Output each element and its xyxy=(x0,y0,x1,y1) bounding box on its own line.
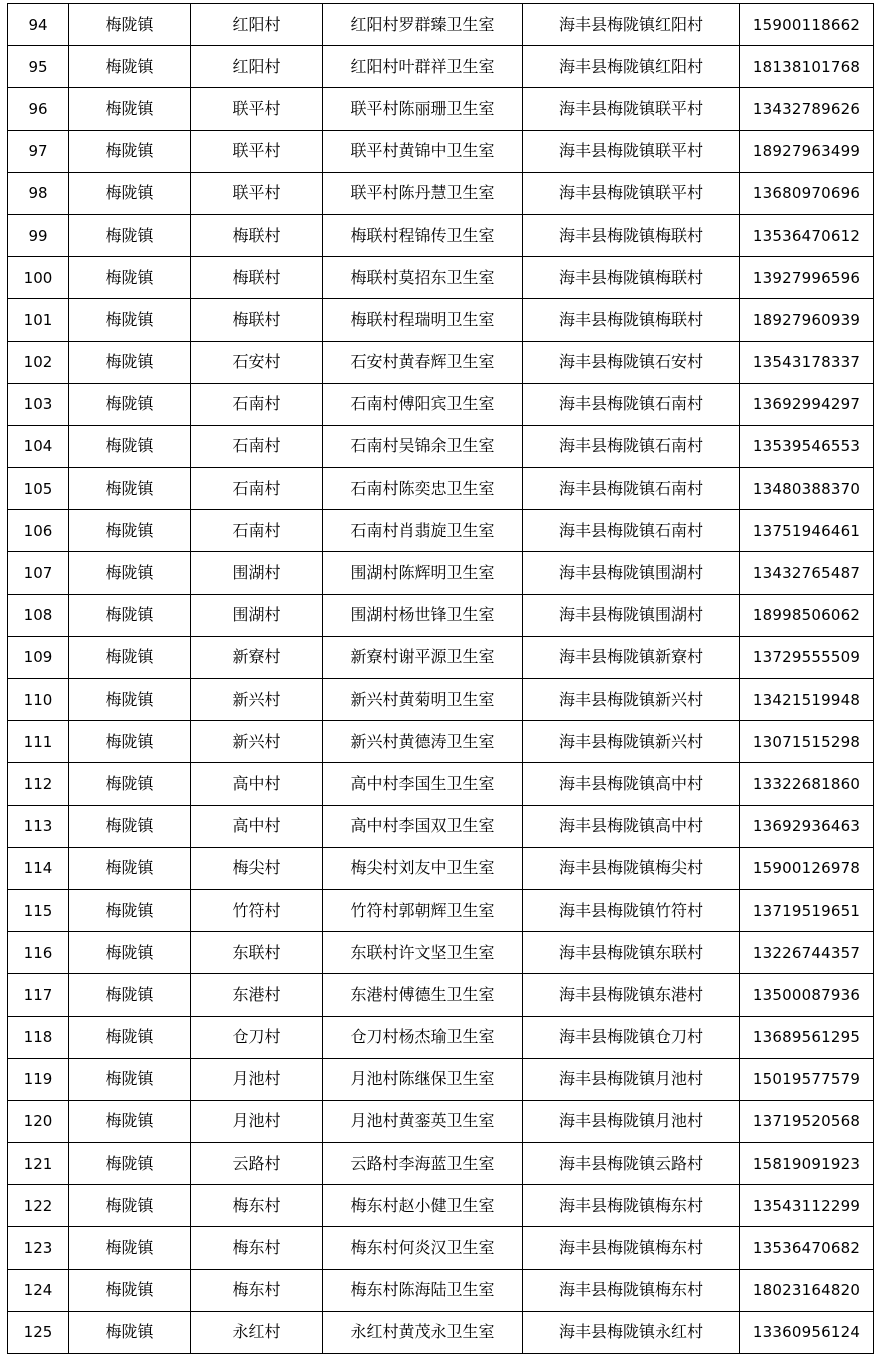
clinic-name-cell: 石南村肖翡旋卫生室 xyxy=(323,510,523,552)
table-row xyxy=(8,1311,874,1353)
clinic-name-cell: 月池村陈继保卫生室 xyxy=(323,1058,523,1100)
table-row xyxy=(8,341,874,383)
row-number-cell: 104 xyxy=(8,425,69,467)
table-row xyxy=(8,299,874,341)
row-number-cell: 124 xyxy=(8,1269,69,1311)
address-cell: 海丰县梅陇镇新兴村 xyxy=(523,679,740,721)
table-row xyxy=(8,847,874,889)
row-number-cell: 114 xyxy=(8,847,69,889)
clinic-name-cell: 联平村黄锦中卫生室 xyxy=(323,130,523,172)
address-cell: 海丰县梅陇镇东港村 xyxy=(523,974,740,1016)
clinic-name-cell: 仓刀村杨杰瑜卫生室 xyxy=(323,1016,523,1058)
village-cell: 仓刀村 xyxy=(191,1016,323,1058)
phone-cell: 15900126978 xyxy=(740,847,874,889)
row-number-cell: 96 xyxy=(8,88,69,130)
address-cell: 海丰县梅陇镇竹符村 xyxy=(523,889,740,931)
town-cell: 梅陇镇 xyxy=(69,594,191,636)
row-number-cell: 105 xyxy=(8,468,69,510)
table-row xyxy=(8,932,874,974)
village-cell: 石安村 xyxy=(191,341,323,383)
clinic-name-cell: 梅东村赵小健卫生室 xyxy=(323,1185,523,1227)
table-row xyxy=(8,679,874,721)
address-cell: 海丰县梅陇镇梅东村 xyxy=(523,1185,740,1227)
address-cell: 海丰县梅陇镇永红村 xyxy=(523,1311,740,1353)
table-row xyxy=(8,721,874,763)
row-number-cell: 107 xyxy=(8,552,69,594)
village-cell: 围湖村 xyxy=(191,594,323,636)
clinic-name-cell: 梅东村何炎汉卫生室 xyxy=(323,1227,523,1269)
clinic-name-cell: 石南村傅阳宾卫生室 xyxy=(323,383,523,425)
phone-cell: 15019577579 xyxy=(740,1058,874,1100)
phone-cell: 15819091923 xyxy=(740,1143,874,1185)
town-cell: 梅陇镇 xyxy=(69,636,191,678)
town-cell: 梅陇镇 xyxy=(69,552,191,594)
phone-cell: 15900118662 xyxy=(740,4,874,46)
phone-cell: 13432789626 xyxy=(740,88,874,130)
village-cell: 高中村 xyxy=(191,763,323,805)
phone-cell: 13071515298 xyxy=(740,721,874,763)
address-cell: 海丰县梅陇镇联平村 xyxy=(523,130,740,172)
village-cell: 石南村 xyxy=(191,468,323,510)
town-cell: 梅陇镇 xyxy=(69,425,191,467)
town-cell: 梅陇镇 xyxy=(69,214,191,256)
table-row xyxy=(8,425,874,467)
town-cell: 梅陇镇 xyxy=(69,679,191,721)
phone-cell: 13543178337 xyxy=(740,341,874,383)
table-row xyxy=(8,1185,874,1227)
phone-cell: 13421519948 xyxy=(740,679,874,721)
phone-cell: 13226744357 xyxy=(740,932,874,974)
clinic-name-cell: 月池村黄銮英卫生室 xyxy=(323,1100,523,1142)
town-cell: 梅陇镇 xyxy=(69,4,191,46)
town-cell: 梅陇镇 xyxy=(69,1016,191,1058)
row-number-cell: 115 xyxy=(8,889,69,931)
village-cell: 新兴村 xyxy=(191,721,323,763)
address-cell: 海丰县梅陇镇梅联村 xyxy=(523,257,740,299)
row-number-cell: 97 xyxy=(8,130,69,172)
phone-cell: 13543112299 xyxy=(740,1185,874,1227)
address-cell: 海丰县梅陇镇新寮村 xyxy=(523,636,740,678)
village-cell: 新寮村 xyxy=(191,636,323,678)
phone-cell: 13689561295 xyxy=(740,1016,874,1058)
village-cell: 永红村 xyxy=(191,1311,323,1353)
town-cell: 梅陇镇 xyxy=(69,1311,191,1353)
address-cell: 海丰县梅陇镇联平村 xyxy=(523,172,740,214)
phone-cell: 18998506062 xyxy=(740,594,874,636)
row-number-cell: 116 xyxy=(8,932,69,974)
table-row xyxy=(8,889,874,931)
table-row xyxy=(8,46,874,88)
row-number-cell: 117 xyxy=(8,974,69,1016)
village-cell: 新兴村 xyxy=(191,679,323,721)
row-number-cell: 95 xyxy=(8,46,69,88)
table-row xyxy=(8,257,874,299)
table-row xyxy=(8,172,874,214)
phone-cell: 13692936463 xyxy=(740,805,874,847)
clinic-name-cell: 梅联村莫招东卫生室 xyxy=(323,257,523,299)
clinic-name-cell: 红阳村叶群祥卫生室 xyxy=(323,46,523,88)
village-cell: 梅东村 xyxy=(191,1185,323,1227)
clinic-name-cell: 竹符村郭朝辉卫生室 xyxy=(323,889,523,931)
phone-cell: 13692994297 xyxy=(740,383,874,425)
row-number-cell: 112 xyxy=(8,763,69,805)
row-number-cell: 103 xyxy=(8,383,69,425)
address-cell: 海丰县梅陇镇梅联村 xyxy=(523,214,740,256)
village-cell: 石南村 xyxy=(191,510,323,552)
clinic-table xyxy=(7,3,874,1354)
clinic-name-cell: 联平村陈丹慧卫生室 xyxy=(323,172,523,214)
clinic-name-cell: 东港村傅德生卫生室 xyxy=(323,974,523,1016)
town-cell: 梅陇镇 xyxy=(69,974,191,1016)
village-cell: 石南村 xyxy=(191,425,323,467)
town-cell: 梅陇镇 xyxy=(69,88,191,130)
clinic-name-cell: 围湖村陈辉明卫生室 xyxy=(323,552,523,594)
table-row xyxy=(8,510,874,552)
address-cell: 海丰县梅陇镇东联村 xyxy=(523,932,740,974)
row-number-cell: 98 xyxy=(8,172,69,214)
clinic-table-body xyxy=(8,4,874,1354)
table-row xyxy=(8,594,874,636)
row-number-cell: 99 xyxy=(8,214,69,256)
town-cell: 梅陇镇 xyxy=(69,299,191,341)
phone-cell: 13729555509 xyxy=(740,636,874,678)
village-cell: 梅联村 xyxy=(191,299,323,341)
phone-cell: 13536470612 xyxy=(740,214,874,256)
table-row xyxy=(8,214,874,256)
town-cell: 梅陇镇 xyxy=(69,341,191,383)
village-cell: 东联村 xyxy=(191,932,323,974)
village-cell: 云路村 xyxy=(191,1143,323,1185)
address-cell: 海丰县梅陇镇红阳村 xyxy=(523,4,740,46)
town-cell: 梅陇镇 xyxy=(69,1143,191,1185)
address-cell: 海丰县梅陇镇梅东村 xyxy=(523,1227,740,1269)
clinic-name-cell: 永红村黄茂永卫生室 xyxy=(323,1311,523,1353)
table-row xyxy=(8,4,874,46)
row-number-cell: 110 xyxy=(8,679,69,721)
clinic-name-cell: 石南村吴锦余卫生室 xyxy=(323,425,523,467)
row-number-cell: 111 xyxy=(8,721,69,763)
phone-cell: 13719519651 xyxy=(740,889,874,931)
village-cell: 月池村 xyxy=(191,1100,323,1142)
village-cell: 联平村 xyxy=(191,130,323,172)
address-cell: 海丰县梅陇镇石南村 xyxy=(523,510,740,552)
phone-cell: 13927996596 xyxy=(740,257,874,299)
phone-cell: 13480388370 xyxy=(740,468,874,510)
town-cell: 梅陇镇 xyxy=(69,1058,191,1100)
phone-cell: 18023164820 xyxy=(740,1269,874,1311)
village-cell: 联平村 xyxy=(191,172,323,214)
village-cell: 红阳村 xyxy=(191,46,323,88)
clinic-name-cell: 红阳村罗群臻卫生室 xyxy=(323,4,523,46)
village-cell: 联平村 xyxy=(191,88,323,130)
phone-cell: 13539546553 xyxy=(740,425,874,467)
clinic-name-cell: 围湖村杨世锋卫生室 xyxy=(323,594,523,636)
town-cell: 梅陇镇 xyxy=(69,889,191,931)
clinic-name-cell: 高中村李国双卫生室 xyxy=(323,805,523,847)
town-cell: 梅陇镇 xyxy=(69,1269,191,1311)
clinic-name-cell: 云路村李海蓝卫生室 xyxy=(323,1143,523,1185)
table-row xyxy=(8,88,874,130)
town-cell: 梅陇镇 xyxy=(69,847,191,889)
row-number-cell: 118 xyxy=(8,1016,69,1058)
clinic-name-cell: 东联村许文坚卫生室 xyxy=(323,932,523,974)
village-cell: 东港村 xyxy=(191,974,323,1016)
row-number-cell: 122 xyxy=(8,1185,69,1227)
row-number-cell: 101 xyxy=(8,299,69,341)
town-cell: 梅陇镇 xyxy=(69,1185,191,1227)
address-cell: 海丰县梅陇镇石南村 xyxy=(523,425,740,467)
table-row xyxy=(8,1227,874,1269)
address-cell: 海丰县梅陇镇石南村 xyxy=(523,383,740,425)
town-cell: 梅陇镇 xyxy=(69,172,191,214)
clinic-name-cell: 石安村黄春辉卫生室 xyxy=(323,341,523,383)
row-number-cell: 100 xyxy=(8,257,69,299)
table-row xyxy=(8,468,874,510)
clinic-name-cell: 梅尖村刘友中卫生室 xyxy=(323,847,523,889)
phone-cell: 18138101768 xyxy=(740,46,874,88)
phone-cell: 18927960939 xyxy=(740,299,874,341)
table-row xyxy=(8,130,874,172)
town-cell: 梅陇镇 xyxy=(69,721,191,763)
town-cell: 梅陇镇 xyxy=(69,468,191,510)
table-row xyxy=(8,763,874,805)
table-row xyxy=(8,383,874,425)
village-cell: 月池村 xyxy=(191,1058,323,1100)
village-cell: 竹符村 xyxy=(191,889,323,931)
table-row xyxy=(8,1143,874,1185)
table-row xyxy=(8,805,874,847)
row-number-cell: 121 xyxy=(8,1143,69,1185)
clinic-name-cell: 梅联村程瑞明卫生室 xyxy=(323,299,523,341)
town-cell: 梅陇镇 xyxy=(69,383,191,425)
town-cell: 梅陇镇 xyxy=(69,130,191,172)
phone-cell: 13432765487 xyxy=(740,552,874,594)
clinic-name-cell: 高中村李国生卫生室 xyxy=(323,763,523,805)
row-number-cell: 125 xyxy=(8,1311,69,1353)
address-cell: 海丰县梅陇镇梅联村 xyxy=(523,299,740,341)
town-cell: 梅陇镇 xyxy=(69,1100,191,1142)
row-number-cell: 102 xyxy=(8,341,69,383)
address-cell: 海丰县梅陇镇围湖村 xyxy=(523,552,740,594)
town-cell: 梅陇镇 xyxy=(69,805,191,847)
address-cell: 海丰县梅陇镇梅尖村 xyxy=(523,847,740,889)
address-cell: 海丰县梅陇镇高中村 xyxy=(523,763,740,805)
phone-cell: 13360956124 xyxy=(740,1311,874,1353)
row-number-cell: 123 xyxy=(8,1227,69,1269)
address-cell: 海丰县梅陇镇仓刀村 xyxy=(523,1016,740,1058)
row-number-cell: 109 xyxy=(8,636,69,678)
village-cell: 围湖村 xyxy=(191,552,323,594)
table-row xyxy=(8,552,874,594)
village-cell: 梅东村 xyxy=(191,1227,323,1269)
address-cell: 海丰县梅陇镇新兴村 xyxy=(523,721,740,763)
row-number-cell: 106 xyxy=(8,510,69,552)
phone-cell: 13719520568 xyxy=(740,1100,874,1142)
phone-cell: 13536470682 xyxy=(740,1227,874,1269)
town-cell: 梅陇镇 xyxy=(69,257,191,299)
town-cell: 梅陇镇 xyxy=(69,46,191,88)
address-cell: 海丰县梅陇镇月池村 xyxy=(523,1100,740,1142)
clinic-name-cell: 新兴村黄德涛卫生室 xyxy=(323,721,523,763)
row-number-cell: 119 xyxy=(8,1058,69,1100)
town-cell: 梅陇镇 xyxy=(69,763,191,805)
address-cell: 海丰县梅陇镇石南村 xyxy=(523,468,740,510)
village-cell: 石南村 xyxy=(191,383,323,425)
table-row xyxy=(8,1058,874,1100)
town-cell: 梅陇镇 xyxy=(69,1227,191,1269)
phone-cell: 13680970696 xyxy=(740,172,874,214)
clinic-name-cell: 新兴村黄菊明卫生室 xyxy=(323,679,523,721)
town-cell: 梅陇镇 xyxy=(69,510,191,552)
clinic-name-cell: 新寮村谢平源卫生室 xyxy=(323,636,523,678)
row-number-cell: 120 xyxy=(8,1100,69,1142)
address-cell: 海丰县梅陇镇红阳村 xyxy=(523,46,740,88)
address-cell: 海丰县梅陇镇联平村 xyxy=(523,88,740,130)
village-cell: 高中村 xyxy=(191,805,323,847)
village-cell: 梅联村 xyxy=(191,214,323,256)
phone-cell: 13322681860 xyxy=(740,763,874,805)
village-cell: 梅东村 xyxy=(191,1269,323,1311)
clinic-name-cell: 梅东村陈海陆卫生室 xyxy=(323,1269,523,1311)
clinic-name-cell: 梅联村程锦传卫生室 xyxy=(323,214,523,256)
village-cell: 梅尖村 xyxy=(191,847,323,889)
clinic-name-cell: 石南村陈奕忠卫生室 xyxy=(323,468,523,510)
address-cell: 海丰县梅陇镇石安村 xyxy=(523,341,740,383)
table-row xyxy=(8,1100,874,1142)
address-cell: 海丰县梅陇镇高中村 xyxy=(523,805,740,847)
row-number-cell: 94 xyxy=(8,4,69,46)
village-cell: 红阳村 xyxy=(191,4,323,46)
row-number-cell: 108 xyxy=(8,594,69,636)
clinic-name-cell: 联平村陈丽珊卫生室 xyxy=(323,88,523,130)
village-cell: 梅联村 xyxy=(191,257,323,299)
town-cell: 梅陇镇 xyxy=(69,932,191,974)
table-row xyxy=(8,974,874,1016)
address-cell: 海丰县梅陇镇月池村 xyxy=(523,1058,740,1100)
row-number-cell: 113 xyxy=(8,805,69,847)
table-row xyxy=(8,636,874,678)
table-row xyxy=(8,1269,874,1311)
address-cell: 海丰县梅陇镇云路村 xyxy=(523,1143,740,1185)
phone-cell: 13500087936 xyxy=(740,974,874,1016)
address-cell: 海丰县梅陇镇围湖村 xyxy=(523,594,740,636)
phone-cell: 13751946461 xyxy=(740,510,874,552)
phone-cell: 18927963499 xyxy=(740,130,874,172)
address-cell: 海丰县梅陇镇梅东村 xyxy=(523,1269,740,1311)
table-row xyxy=(8,1016,874,1058)
